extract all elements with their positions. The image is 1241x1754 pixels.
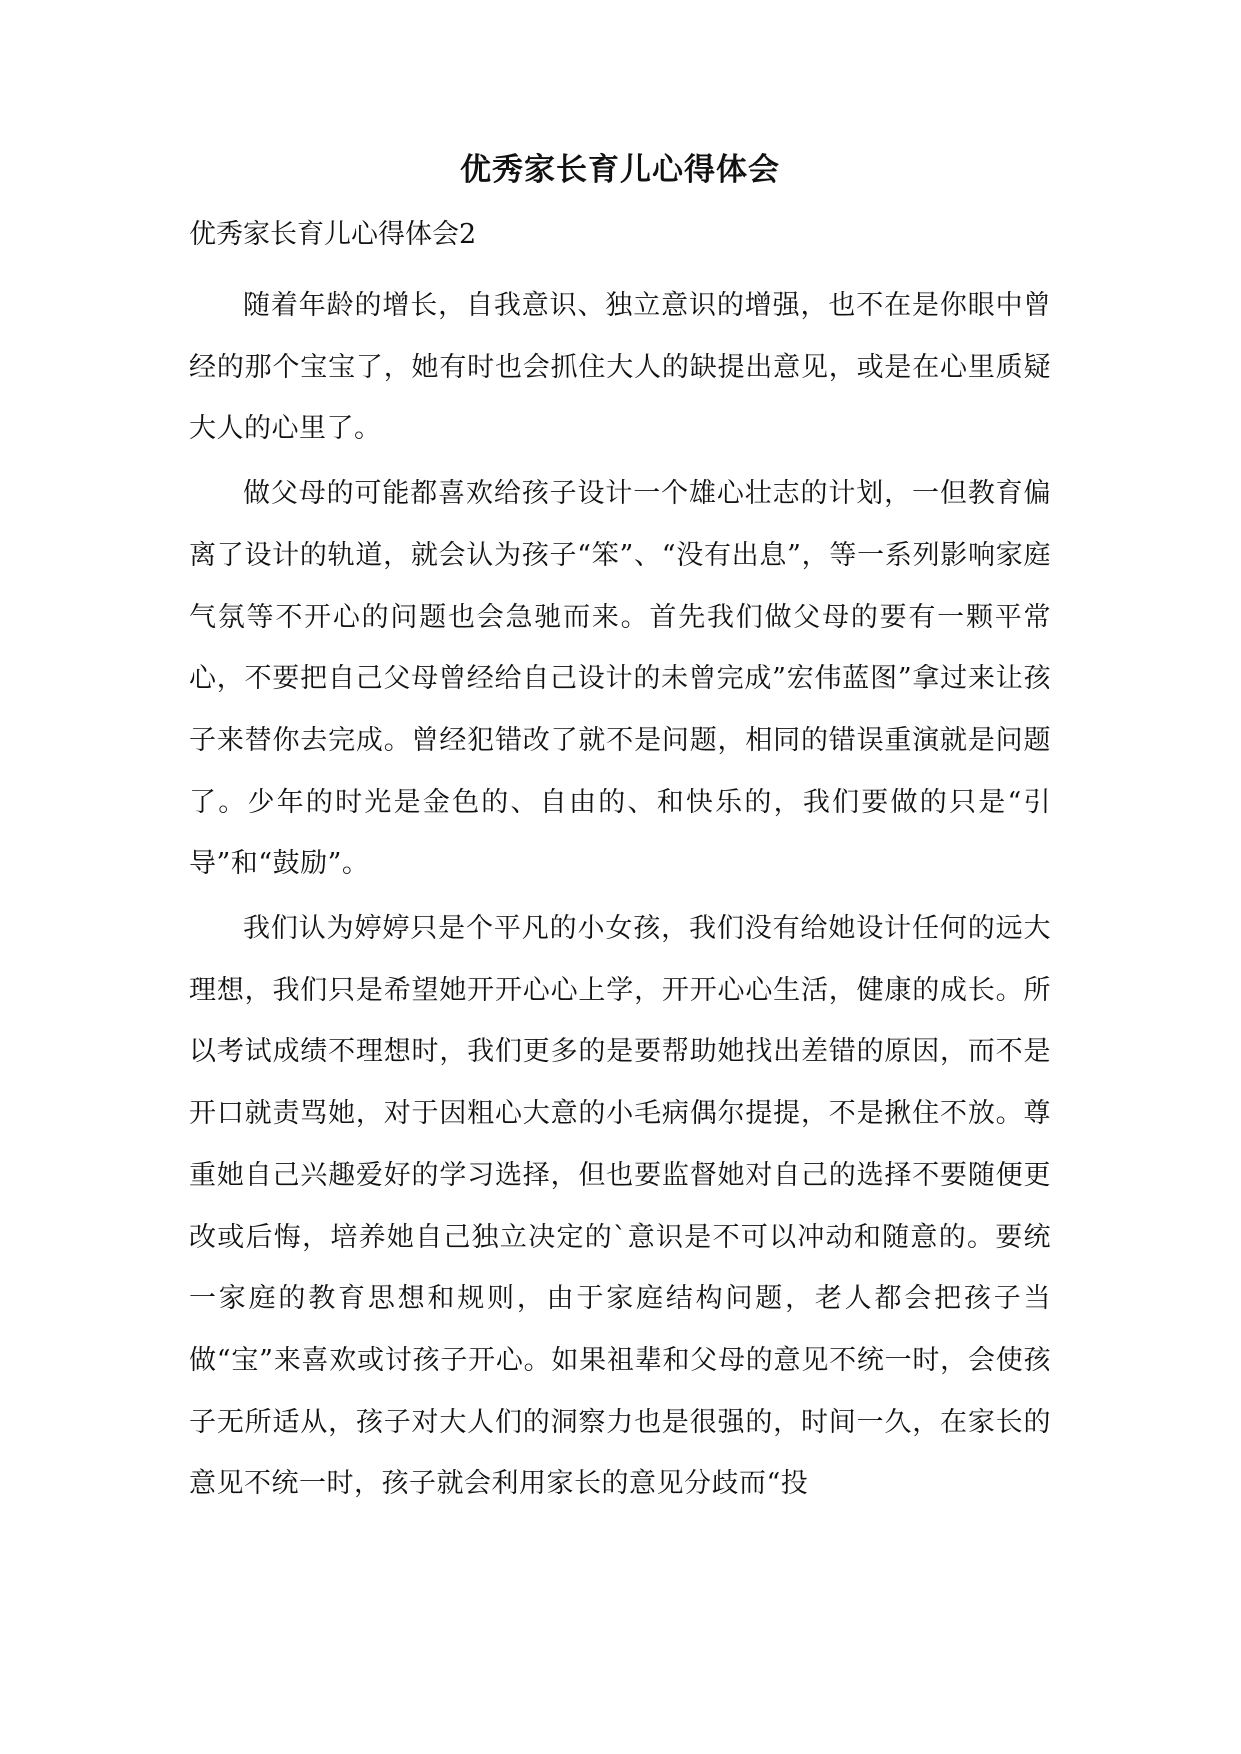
body-paragraph-2: 做父母的可能都喜欢给孩子设计一个雄心壮志的计划，一但教育偏离了设计的轨道，就会认为孩子“笨”、“没有出息”，等一系列影响家庭气氛等不开心的问题也会急驰而来。首先我们做父母的要有一颗平常心，不要把自己父母曾经给自己设计的未曾完成”宏伟蓝图”拿过来让孩子来替你去完成。曾经犯错改了就不是问题，相同的错误重演就是问题了。少年的时光是金色的、自由的、和快乐的，我们要做的只是“引导”和“鼓励”。 (189, 478, 1051, 880)
document-page (189, 150, 1051, 1515)
body-paragraph-1: 随着年龄的增长，自我意识、独立意识的增强，也不在是你眼中曾经的那个宝宝了，她有时也会抓住大人的缺提出意见，或是在心里质疑大人的心里了。 (189, 290, 1051, 445)
document-title: 优秀家长育儿心得体会 (460, 152, 780, 188)
body-paragraph-3: 我们认为婷婷只是个平凡的小女孩，我们没有给她设计任何的远大理想，我们只是希望她开开心心上学，开开心心生活，健康的成长。所以考试成绩不理想时，我们更多的是要帮助她找出差错的原因，而不是开口就责骂她，对于因粗心大意的小毛病偶尔提提，不是揪住不放。尊重她自己兴趣爱好的学习选择，但也要监督她对自己的选择不要随便更改或后悔，培养她自己独立决定的`意识是不可以冲动和随意的。要统一家庭的教育思想和规则，由于家庭结构问题，老人都会把孩子当做“宝”来喜欢或讨孩子开心。如果祖辈和父母的意见不统一时，会使孩子无所适从，孩子对大人们的洞察力也是很强的，时间一久，在家长的意见不统一时，孩子就会利用家长的意见分歧而“投 (189, 913, 1051, 1500)
document-subtitle: 优秀家长育儿心得体会2 (189, 219, 477, 250)
